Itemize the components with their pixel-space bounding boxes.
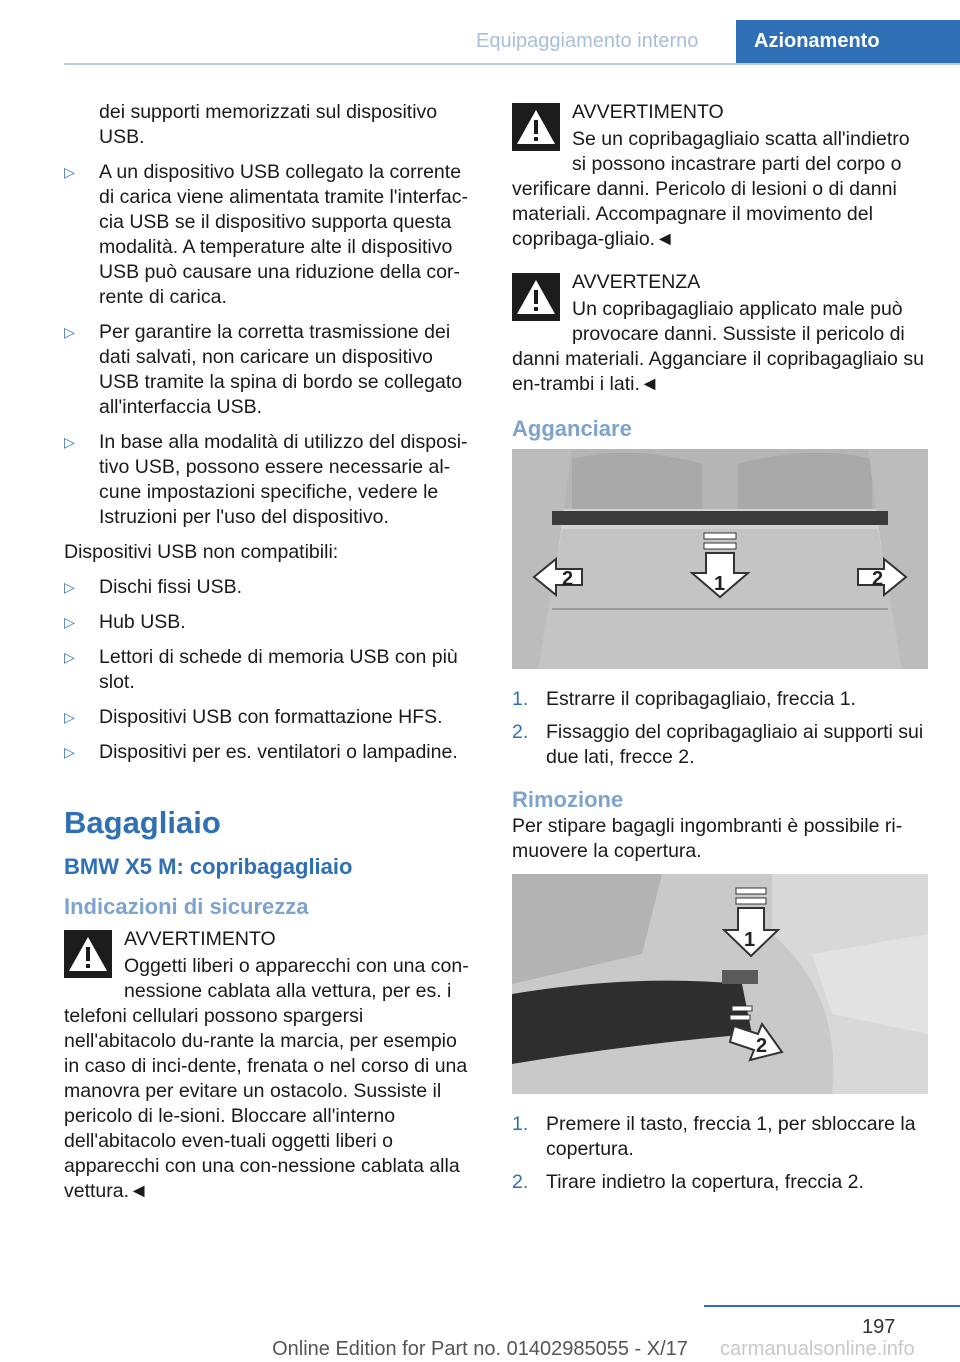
list-item [64,705,476,730]
list-item-text: Lettori di schede di memoria USB con più slot. [99,646,458,693]
list-item [512,687,928,712]
step-text: Estrarre il copribagagliaio, freccia 1. [546,688,856,710]
heading-rimozione: Rimozione [512,787,624,812]
fig1-label-left: 2 [562,568,574,590]
fig1-label-center: 1 [714,573,726,595]
warning-triangle-icon [512,103,560,151]
edition-footer: Online Edition for Part no. 01402985055 - X/17 [272,1338,688,1360]
list-item [64,320,476,420]
heading-copribagagliaio: BMW X5 M: copribagagliaio [64,854,353,879]
fig1-label-right: 2 [872,568,884,590]
page-number: 197 [862,1316,896,1338]
warning-triangle-icon [512,273,560,321]
list-item [64,610,476,635]
list-item [64,575,476,600]
list-item [64,645,476,695]
bullet-triangle-icon: ▷ [64,434,75,450]
list-item-text: In base alla modalità di utilizzo del disposi‐tivo USB, possono essere necessarie al‐cune impostazioni specifiche, vedere le Istruzioni per l'uso del dispositivo. [99,431,468,528]
removal-intro: Per stipare bagagli ingombranti è possibile ri‐muovere la copertura. [512,815,903,862]
list-item-text: Dischi fissi USB. [99,576,243,598]
warning-block [64,927,476,1204]
step-text: Fissaggio del copribagagliaio ai supporti sui due lati, frecce 2. [546,721,924,768]
warning-title: AVVERTIMENTO [124,928,276,950]
list-item-text: A un dispositivo USB collegato la corrente di carica viene alimentata tramite l'interfac‐cia USB se il dispositivo supporta questa modalità. A temperature alte il dispositivo USB può causare una riduzione della cor‐rente di carica. [99,161,468,308]
list-item [512,1170,928,1195]
incompatible-label: Dispositivi USB non compatibili: [64,541,339,563]
bullet-triangle-icon: ▷ [64,744,75,760]
step-text: Tirare indietro la copertura, freccia 2. [546,1171,864,1193]
notice-block [512,270,928,397]
heading-agganciare: Agganciare [512,416,632,441]
warning-block [512,100,928,252]
header-section-tab: Equipaggiamento interno [476,30,699,52]
step-number: 2. [512,721,529,743]
bullet-triangle-icon: ▷ [64,579,75,595]
list-item-text: Dispositivi USB con formattazione HFS. [99,706,443,728]
fig2-label-bottom: 2 [756,1035,768,1057]
list-item-text: Per garantire la corretta trasmissione dei dati salvati, non caricare un dispositivo USB tramite la spina di bordo se collegato all'interfaccia USB. [99,321,463,418]
list-item [64,430,476,530]
bullet-triangle-icon: ▷ [64,324,75,340]
left-column [64,100,476,1222]
list-item [64,160,476,310]
heading-bagagliaio: Bagagliaio [64,805,221,840]
notice-title: AVVERTENZA [572,271,701,293]
notice-text: Un copribagagliaio applicato male può provocare danni. Sussiste il pericolo di danni materiali. Agganciare il copribagagliaio su en‐trambi i lati.◄ [512,298,924,395]
warning-text: Oggetti liberi o apparecchi con una con‐nessione cablata alla vettura, per es. i telefoni cellulari possono spargersi nell'abitacolo du‐rante la marcia, per esempio in caso di inci‐dente, frenata o nel corso di una manovra per evitare un ostacolo. Sussiste il pericolo di le‐sioni. Bloccare all'interno dell'abitacolo even‐tuali oggetti liberi o apparecchi con una con‐nessione cablata alla vettura.◄ [64,955,469,1202]
figure-trunk-cover-attach [512,449,928,669]
step-text: Premere il tasto, freccia 1, per sbloccare la copertura. [546,1113,916,1160]
step-number: 2. [512,1171,529,1193]
figure-trunk-cover-removal [512,874,928,1094]
step-number: 1. [512,1113,529,1135]
bullet-triangle-icon: ▷ [64,614,75,630]
footer-rule [704,1305,960,1307]
header-active-tab: Azionamento [736,20,960,64]
list-item [512,1112,928,1162]
bullet-triangle-icon: ▷ [64,649,75,665]
right-column [512,100,928,1203]
header-rule [64,63,960,65]
heading-safety-notes: Indicazioni di sicurezza [64,894,309,919]
list-item [64,740,476,765]
list-item-text: Hub USB. [99,611,186,633]
list-item [512,720,928,770]
list-item-text: Dispositivi per es. ventilatori o lampadine. [99,741,458,763]
usb-continuation-text: dei supporti memorizzati sul dispositivo USB. [99,101,438,148]
warning-triangle-icon [64,930,112,978]
warning-text: Se un copribagagliaio scatta all'indietro si possono incastrare parti del corpo o verificare danni. Pericolo di lesioni o di danni materiali. Accompagnare il movimento del copribaga‐gliaio.◄ [512,128,910,250]
bullet-triangle-icon: ▷ [64,164,75,180]
step-number: 1. [512,688,529,710]
bullet-triangle-icon: ▷ [64,709,75,725]
warning-title: AVVERTIMENTO [572,101,724,123]
fig2-label-top: 1 [744,929,756,951]
watermark-text: carmanualsonline.info [720,1338,915,1360]
